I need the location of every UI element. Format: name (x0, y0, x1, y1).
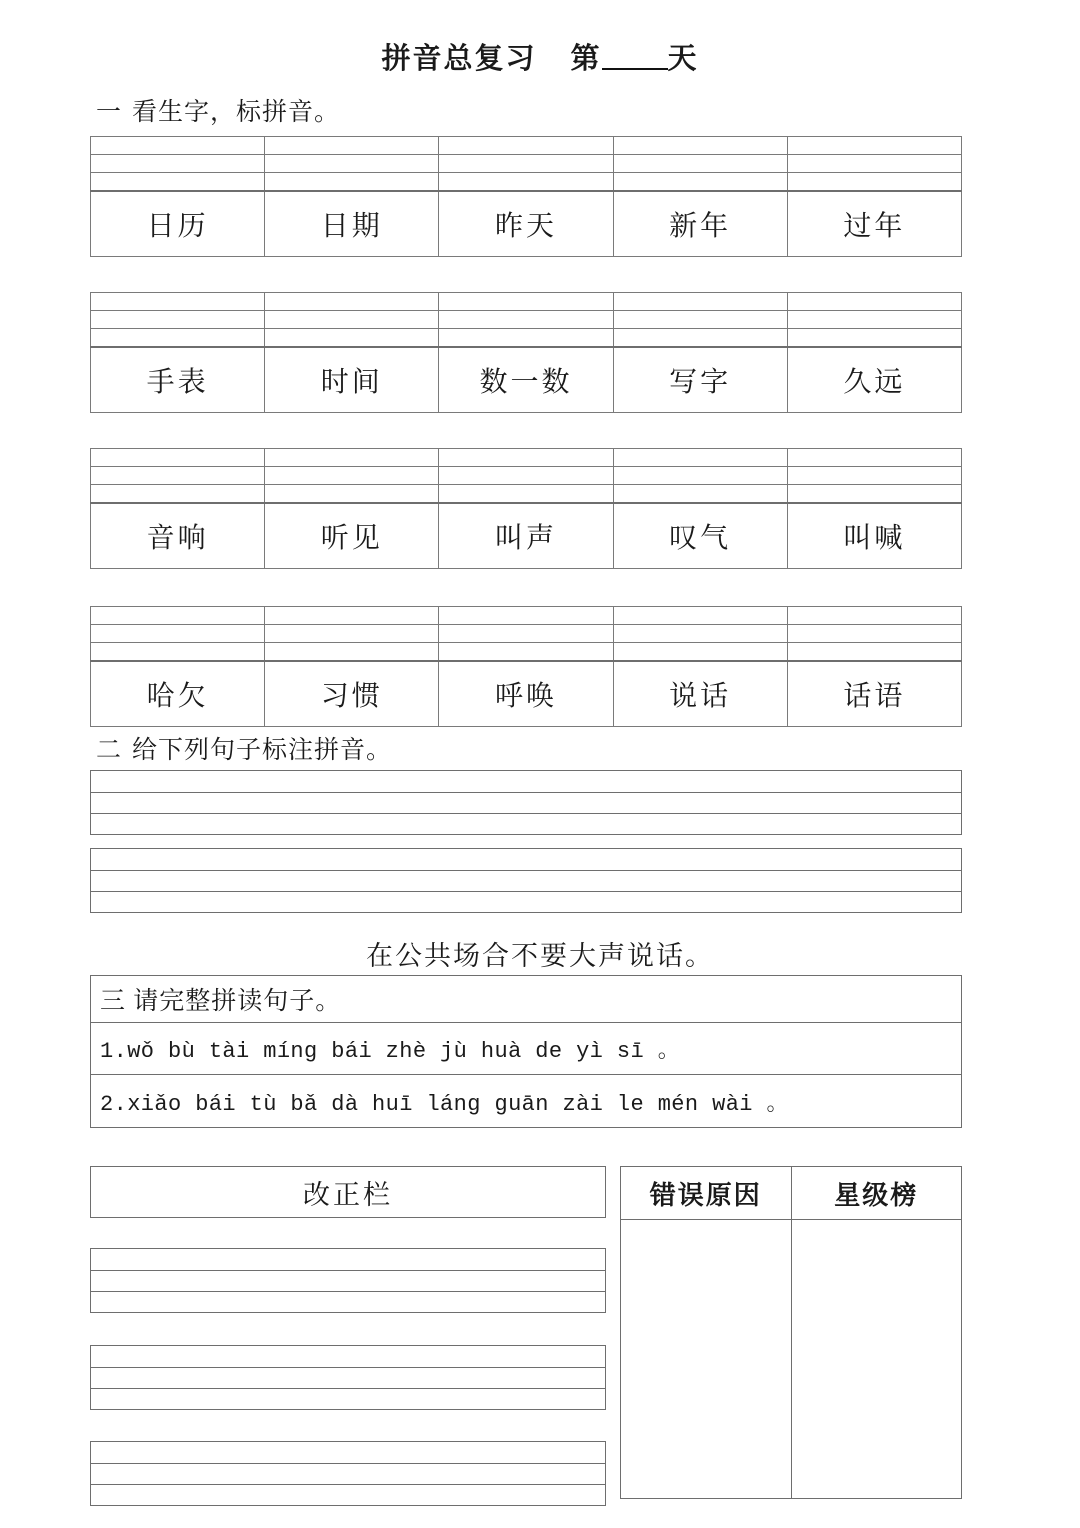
pinyin-cell[interactable] (265, 329, 439, 348)
write-line[interactable] (91, 1485, 605, 1507)
pinyin-sentence-2: 2.xiǎo bái tù bǎ dà huī láng guān zài le mén wài 。 (100, 1091, 789, 1117)
pinyin-cell[interactable] (265, 173, 439, 192)
word-cell: 昨天 (439, 191, 613, 257)
word-table-2 (90, 292, 962, 413)
pinyin-cell[interactable] (613, 311, 787, 329)
pinyin-line-row[interactable] (91, 329, 962, 348)
pinyin-cell[interactable] (787, 607, 961, 625)
pinyin-cell[interactable] (91, 467, 265, 485)
write-line[interactable] (91, 1442, 605, 1464)
pinyin-cell[interactable] (439, 449, 613, 467)
word-cell: 话语 (787, 661, 961, 727)
pinyin-line-row[interactable] (91, 293, 962, 311)
score-header-reason: 错误原因 (621, 1167, 792, 1220)
pinyin-line-row[interactable] (91, 137, 962, 155)
table-row (91, 347, 962, 413)
write-line[interactable] (91, 1271, 605, 1293)
pinyin-cell[interactable] (787, 467, 961, 485)
pinyin-cell[interactable] (91, 643, 265, 662)
pinyin-cell[interactable] (613, 173, 787, 192)
pinyin-cell[interactable] (439, 311, 613, 329)
write-line[interactable] (91, 771, 961, 793)
table-row (91, 661, 962, 727)
write-line[interactable] (91, 1464, 605, 1486)
pinyin-cell[interactable] (439, 173, 613, 192)
score-cell-reason[interactable] (621, 1220, 792, 1499)
word-cell: 新年 (613, 191, 787, 257)
word-cell: 数一数 (439, 347, 613, 413)
pinyin-cell[interactable] (265, 293, 439, 311)
pinyin-cell[interactable] (91, 329, 265, 348)
correction-lines-block-3[interactable] (90, 1441, 606, 1506)
table-row (91, 191, 962, 257)
pinyin-cell[interactable] (613, 467, 787, 485)
pinyin-cell[interactable] (787, 173, 961, 192)
word-cell: 音响 (91, 503, 265, 569)
pinyin-cell[interactable] (439, 607, 613, 625)
word-cell: 听见 (265, 503, 439, 569)
pinyin-cell[interactable] (613, 449, 787, 467)
pinyin-cell[interactable] (439, 485, 613, 504)
section-2-number: 二 (96, 737, 123, 764)
pinyin-line-row[interactable] (91, 449, 962, 467)
pinyin-cell[interactable] (265, 467, 439, 485)
correction-lines-block-1[interactable] (90, 1248, 606, 1313)
word-cell: 时间 (265, 347, 439, 413)
pinyin-cell[interactable] (787, 449, 961, 467)
write-line[interactable] (91, 1368, 605, 1390)
pinyin-cell[interactable] (265, 449, 439, 467)
answer-lines-block-1[interactable] (90, 770, 962, 835)
section-2-label: 给下列句子标注拼音。 (132, 737, 393, 764)
score-table (620, 1166, 962, 1499)
table-row (621, 1220, 962, 1499)
word-table-1 (90, 136, 962, 257)
pinyin-cell[interactable] (91, 625, 265, 643)
pinyin-line-row[interactable] (91, 155, 962, 173)
pinyin-cell[interactable] (439, 467, 613, 485)
pinyin-cell[interactable] (265, 137, 439, 155)
pinyin-cell[interactable] (787, 625, 961, 643)
pinyin-cell[interactable] (613, 607, 787, 625)
write-line[interactable] (91, 849, 961, 871)
pinyin-cell[interactable] (439, 625, 613, 643)
pinyin-cell[interactable] (787, 643, 961, 662)
pinyin-cell[interactable] (265, 625, 439, 643)
pinyin-cell[interactable] (613, 293, 787, 311)
word-cell: 叫声 (439, 503, 613, 569)
pinyin-sentence-1: 1.wǒ bù tài míng bái zhè jù huà de yì sī 。 (91, 1023, 961, 1075)
write-line[interactable] (91, 1389, 605, 1411)
word-cell: 日历 (91, 191, 265, 257)
pinyin-cell[interactable] (91, 155, 265, 173)
word-cell: 过年 (787, 191, 961, 257)
section-3-heading: 三 请完整拼读句子。 (91, 976, 961, 1023)
pinyin-line-row[interactable] (91, 485, 962, 504)
day-prefix-label: 第 (570, 43, 602, 75)
pinyin-cell[interactable] (439, 155, 613, 173)
pinyin-cell[interactable] (91, 137, 265, 155)
section-1-label: 看生字，标拼音。 (132, 99, 341, 126)
page-title-text: 拼音总复习 (381, 43, 537, 75)
word-cell: 呼唤 (439, 661, 613, 727)
pinyin-cell[interactable] (787, 329, 961, 348)
pinyin-cell[interactable] (265, 155, 439, 173)
write-line[interactable] (91, 892, 961, 914)
section-3-box (90, 975, 962, 1128)
pinyin-cell[interactable] (91, 311, 265, 329)
word-table-4 (90, 606, 962, 727)
pinyin-line-row[interactable] (91, 625, 962, 643)
word-cell: 哈欠 (91, 661, 265, 727)
correction-column-header: 改正栏 (90, 1166, 606, 1218)
pinyin-cell[interactable] (787, 293, 961, 311)
pinyin-cell[interactable] (613, 485, 787, 504)
word-cell: 写字 (613, 347, 787, 413)
write-line[interactable] (91, 871, 961, 893)
section-2-heading (96, 730, 392, 766)
word-cell: 久远 (787, 347, 961, 413)
pinyin-cell[interactable] (91, 173, 265, 192)
word-cell: 习惯 (265, 661, 439, 727)
pinyin-cell[interactable] (613, 155, 787, 173)
pinyin-cell[interactable] (439, 643, 613, 662)
pinyin-cell[interactable] (439, 137, 613, 155)
word-cell: 手表 (91, 347, 265, 413)
pinyin-cell[interactable] (439, 293, 613, 311)
pinyin-cell[interactable] (91, 607, 265, 625)
word-cell: 叹气 (613, 503, 787, 569)
score-cell-stars[interactable] (791, 1220, 962, 1499)
pinyin-line-row[interactable] (91, 311, 962, 329)
pinyin-line-row[interactable] (91, 607, 962, 625)
table-row (621, 1167, 962, 1220)
pinyin-cell[interactable] (787, 485, 961, 504)
word-table-3 (90, 448, 962, 569)
pinyin-cell[interactable] (787, 137, 961, 155)
pinyin-cell[interactable] (265, 311, 439, 329)
pinyin-cell[interactable] (91, 485, 265, 504)
correction-lines-block-2[interactable] (90, 1345, 606, 1410)
page-title (0, 36, 1080, 77)
word-cell: 叫喊 (787, 503, 961, 569)
pinyin-cell[interactable] (265, 607, 439, 625)
section-1-heading (96, 92, 340, 128)
pinyin-cell[interactable] (613, 137, 787, 155)
day-blank-line (602, 68, 668, 70)
write-line[interactable] (91, 1292, 605, 1314)
word-cell: 日期 (265, 191, 439, 257)
pinyin-cell[interactable] (91, 449, 265, 467)
day-suffix-label: 天 (667, 43, 699, 75)
model-sentence: 在公共场合不要大声说话。 (366, 941, 714, 971)
pinyin-cell[interactable] (787, 155, 961, 173)
write-line[interactable] (91, 1346, 605, 1368)
table-row (91, 503, 962, 569)
answer-lines-block-2[interactable] (90, 848, 962, 913)
pinyin-cell[interactable] (613, 643, 787, 662)
write-line[interactable] (91, 1249, 605, 1271)
section-1-number: 一 (96, 99, 123, 126)
pinyin-cell[interactable] (439, 329, 613, 348)
pinyin-cell[interactable] (613, 329, 787, 348)
pinyin-line-row[interactable] (91, 643, 962, 662)
pinyin-cell[interactable] (787, 311, 961, 329)
pinyin-cell[interactable] (91, 293, 265, 311)
pinyin-line-row[interactable] (91, 467, 962, 485)
pinyin-cell[interactable] (265, 485, 439, 504)
write-line[interactable] (91, 793, 961, 815)
word-cell: 说话 (613, 661, 787, 727)
pinyin-line-row[interactable] (91, 173, 962, 192)
write-line[interactable] (91, 814, 961, 836)
pinyin-cell[interactable] (265, 643, 439, 662)
pinyin-cell[interactable] (613, 625, 787, 643)
score-header-stars: 星级榜 (791, 1167, 962, 1220)
